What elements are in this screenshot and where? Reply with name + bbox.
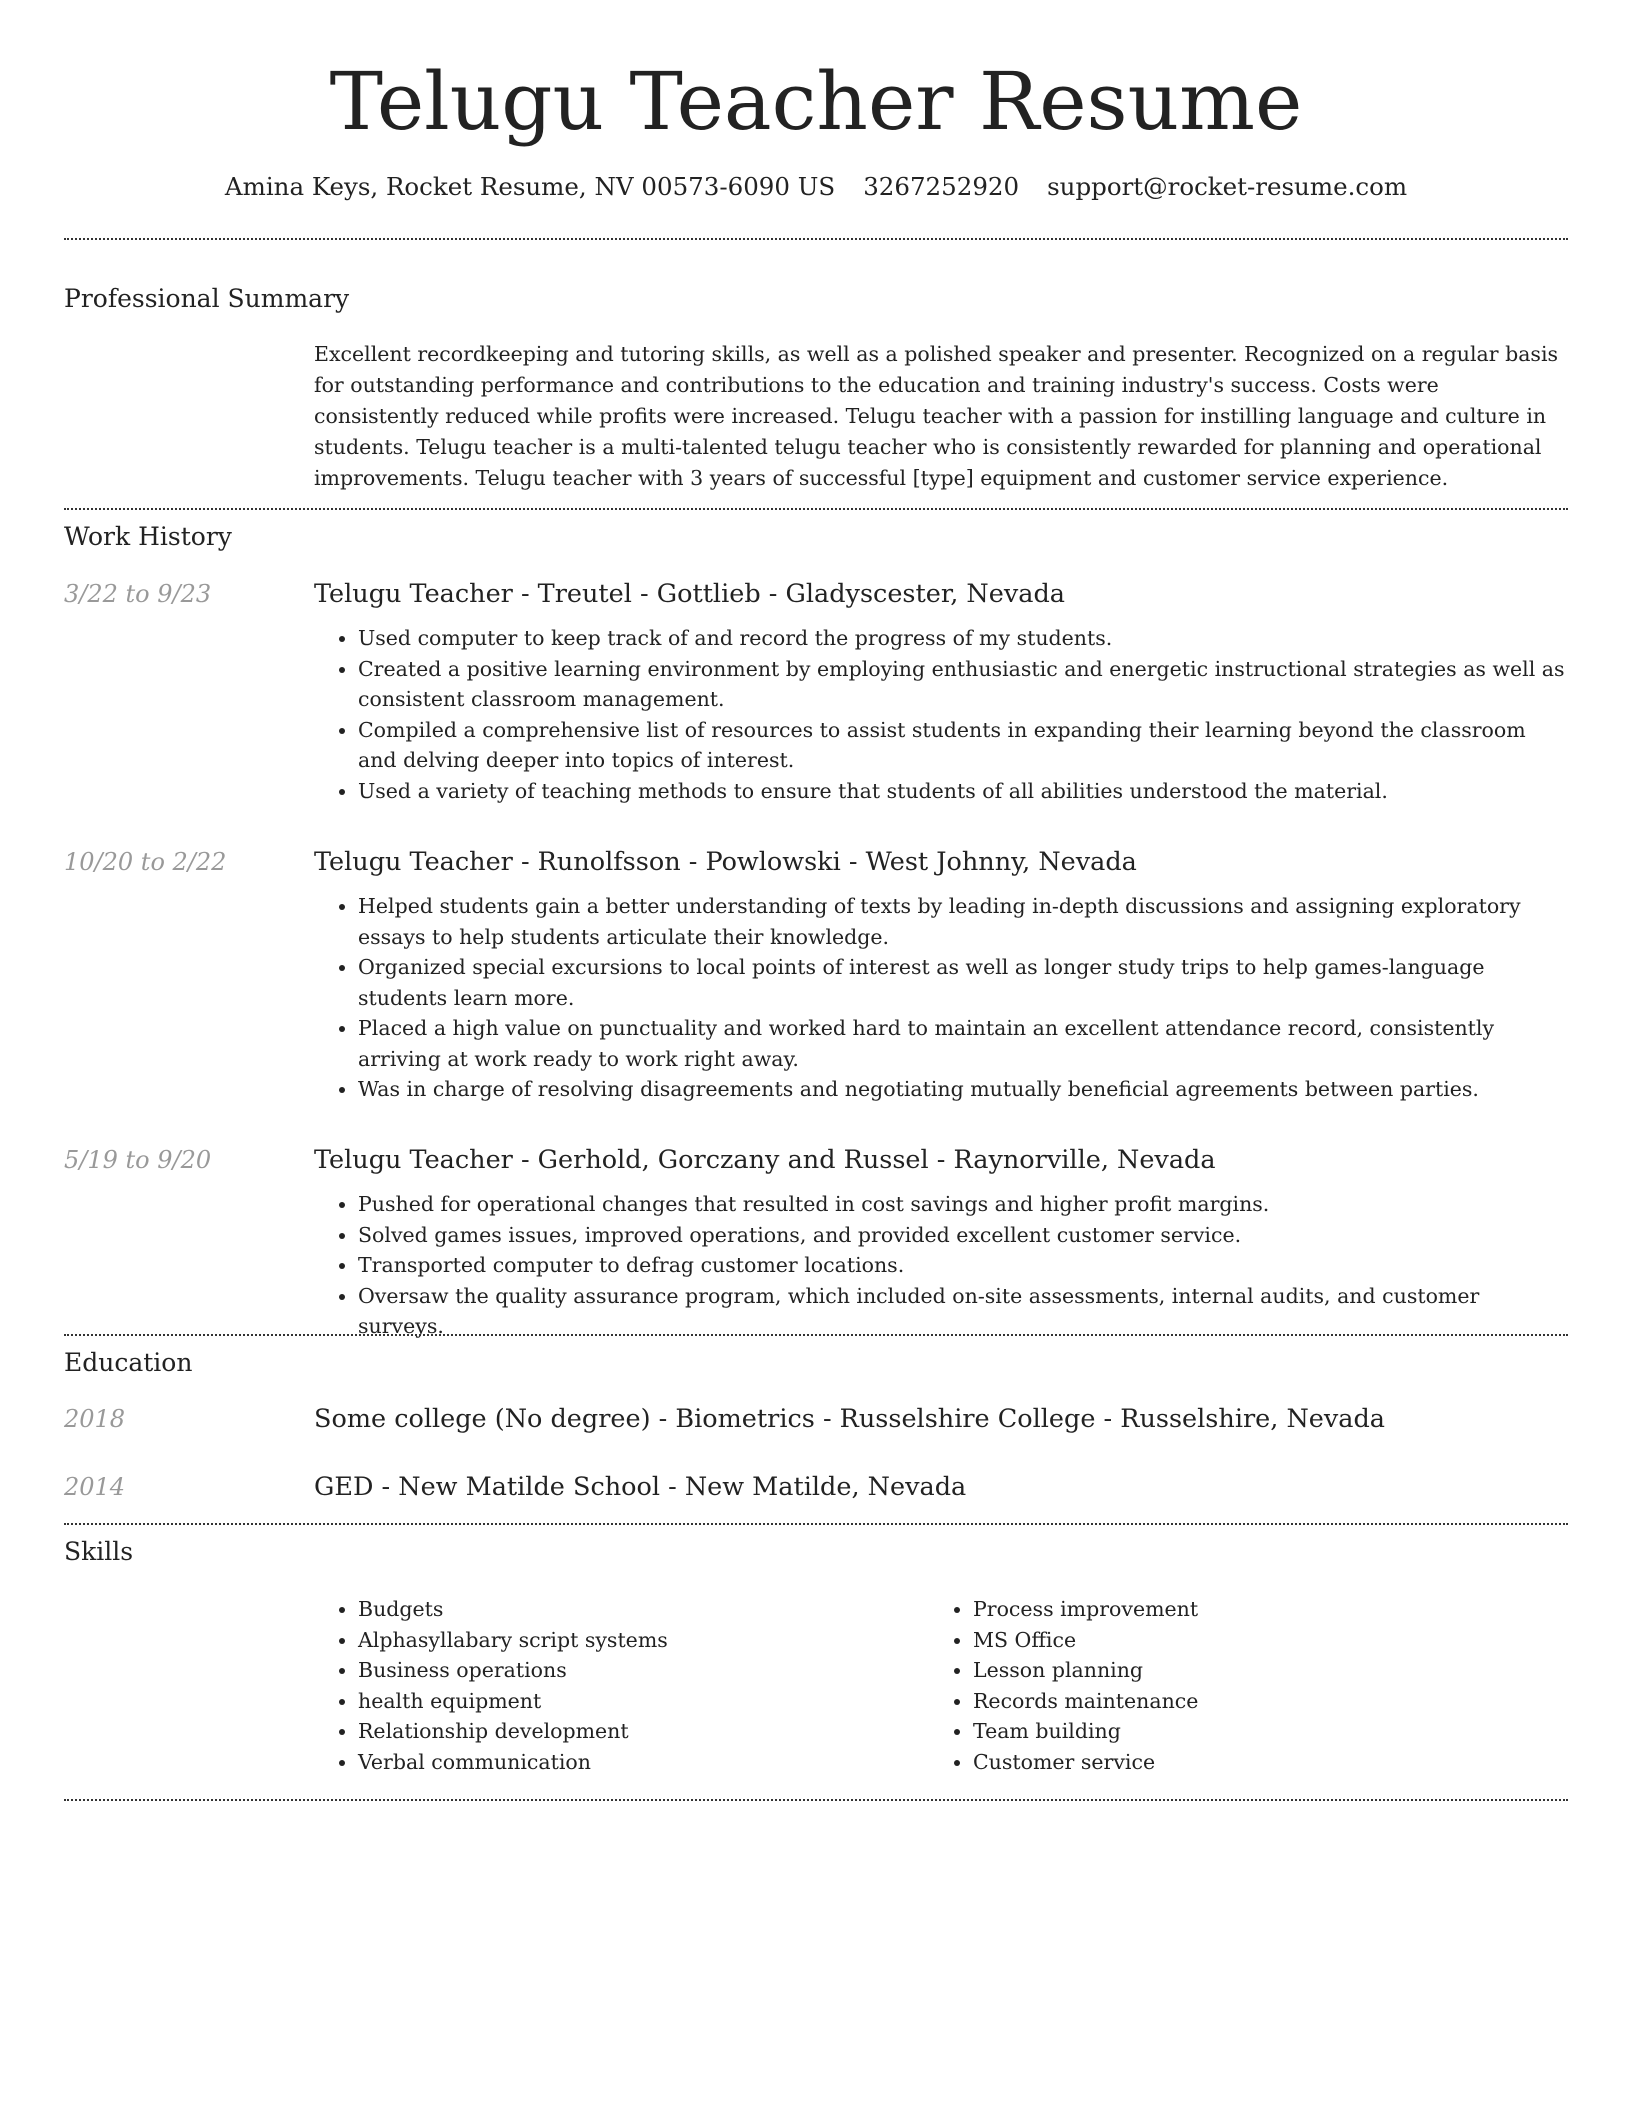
- job-bullets: [314, 623, 1568, 806]
- skills-column-left: [314, 1594, 914, 1777]
- skill-item: • Relationship development: [358, 1716, 914, 1747]
- job-dates: 10/20 to 2/22: [64, 848, 227, 876]
- education-year: 2014: [64, 1473, 126, 1501]
- job-bullets: [314, 1189, 1568, 1342]
- section-divider: [64, 238, 1568, 240]
- skill-item: • Verbal communication: [358, 1747, 914, 1778]
- skill-item: • Customer service: [973, 1747, 1529, 1778]
- skill-item: • Business operations: [358, 1655, 914, 1686]
- education-text: GED - New Matilde School - New Matilde, Nevada: [314, 1472, 967, 1502]
- skill-item: • Records maintenance: [973, 1686, 1529, 1717]
- job-bullets: [314, 891, 1568, 1105]
- skill-item: • Lesson planning: [973, 1655, 1529, 1686]
- job-title: Telugu Teacher - Runolfsson - Powlowski - West Johnny, Nevada: [314, 847, 1137, 877]
- skill-item: • Budgets: [358, 1594, 914, 1625]
- job-bullet: • Oversaw the quality assurance program, which included on-site assessments, internal audits, and customer surveys.: [358, 1281, 1568, 1342]
- job-bullet: • Used a variety of teaching methods to ensure that students of all abilities understood the material.: [358, 776, 1568, 807]
- skills-column-right: [929, 1594, 1529, 1777]
- job-title: Telugu Teacher - Gerhold, Gorczany and Russel - Raynorville, Nevada: [314, 1145, 1216, 1175]
- work-history-heading: Work History: [64, 522, 232, 551]
- skill-item: • Team building: [973, 1716, 1529, 1747]
- job-title: Telugu Teacher - Treutel - Gottlieb - Gladyscester, Nevada: [314, 579, 1065, 609]
- job-bullet: • Compiled a comprehensive list of resources to assist students in expanding their learning beyond the classroom and delving deeper into topics of interest.: [358, 715, 1568, 776]
- job-bullet: • Helped students gain a better understanding of texts by leading in-depth discussions and assigning exploratory essays to help students articulate their knowledge.: [358, 891, 1568, 952]
- summary-body: [314, 339, 1568, 494]
- section-divider: [64, 1334, 1568, 1336]
- job-bullet: • Was in charge of resolving disagreements and negotiating mutually beneficial agreements between parties.: [358, 1074, 1568, 1105]
- section-divider: [64, 1523, 1568, 1525]
- skills-bullets: [314, 1594, 914, 1777]
- contact-email: support@rocket-resume.com: [1047, 172, 1408, 201]
- skills-heading: Skills: [64, 1537, 134, 1566]
- resume-title: Telugu Teacher Resume: [329, 55, 1303, 148]
- job-bullet: • Pushed for operational changes that resulted in cost savings and higher profit margins.: [358, 1189, 1568, 1220]
- job-bullet: • Solved games issues, improved operations, and provided excellent customer service.: [358, 1220, 1568, 1251]
- job-dates: 3/22 to 9/23: [64, 580, 212, 608]
- job-bullet: • Used computer to keep track of and record the progress of my students.: [358, 623, 1568, 654]
- summary-text: Excellent recordkeeping and tutoring skills, as well as a polished speaker and presenter. Recognized on a regular basis for outstanding performance and contributions to the education and training industry's success. Costs were consistently reduced while profits were increased. Telugu teacher with a passion for instilling language and culture in students. Telugu teacher is a multi-talented telugu teacher who is consistently rewarded for planning and operational improvements. Telugu teacher with 3 years of successful [type] equipment and customer service experience.: [314, 342, 1559, 490]
- section-divider: [64, 1799, 1568, 1801]
- education-heading: Education: [64, 1348, 193, 1377]
- contact-line: [64, 170, 1568, 204]
- summary-heading: Professional Summary: [64, 284, 350, 313]
- skills-bullets: [929, 1594, 1529, 1777]
- job-bullet: • Created a positive learning environment by employing enthusiastic and energetic instructional strategies as well as consistent classroom management.: [358, 654, 1568, 715]
- job-bullet: • Placed a high value on punctuality and worked hard to maintain an excellent attendance record, consistently arriving at work ready to work right away.: [358, 1013, 1568, 1074]
- contact-phone: 3267252920: [863, 172, 1020, 201]
- section-divider: [64, 508, 1568, 510]
- skill-item: • Process improvement: [973, 1594, 1529, 1625]
- skill-item: • MS Office: [973, 1625, 1529, 1656]
- job-bullet: • Transported computer to defrag customer locations.: [358, 1250, 1568, 1281]
- education-year: 2018: [64, 1405, 126, 1433]
- skill-item: • health equipment: [358, 1686, 914, 1717]
- contact-address: Amina Keys, Rocket Resume, NV 00573-6090 US: [224, 172, 836, 201]
- skill-item: • Alphasyllabary script systems: [358, 1625, 914, 1656]
- job-bullet: • Organized special excursions to local points of interest as well as longer study trips to help games-language students learn more.: [358, 952, 1568, 1013]
- education-text: Some college (No degree) - Biometrics - Russelshire College - Russelshire, Nevada: [314, 1404, 1385, 1434]
- job-dates: 5/19 to 9/20: [64, 1146, 212, 1174]
